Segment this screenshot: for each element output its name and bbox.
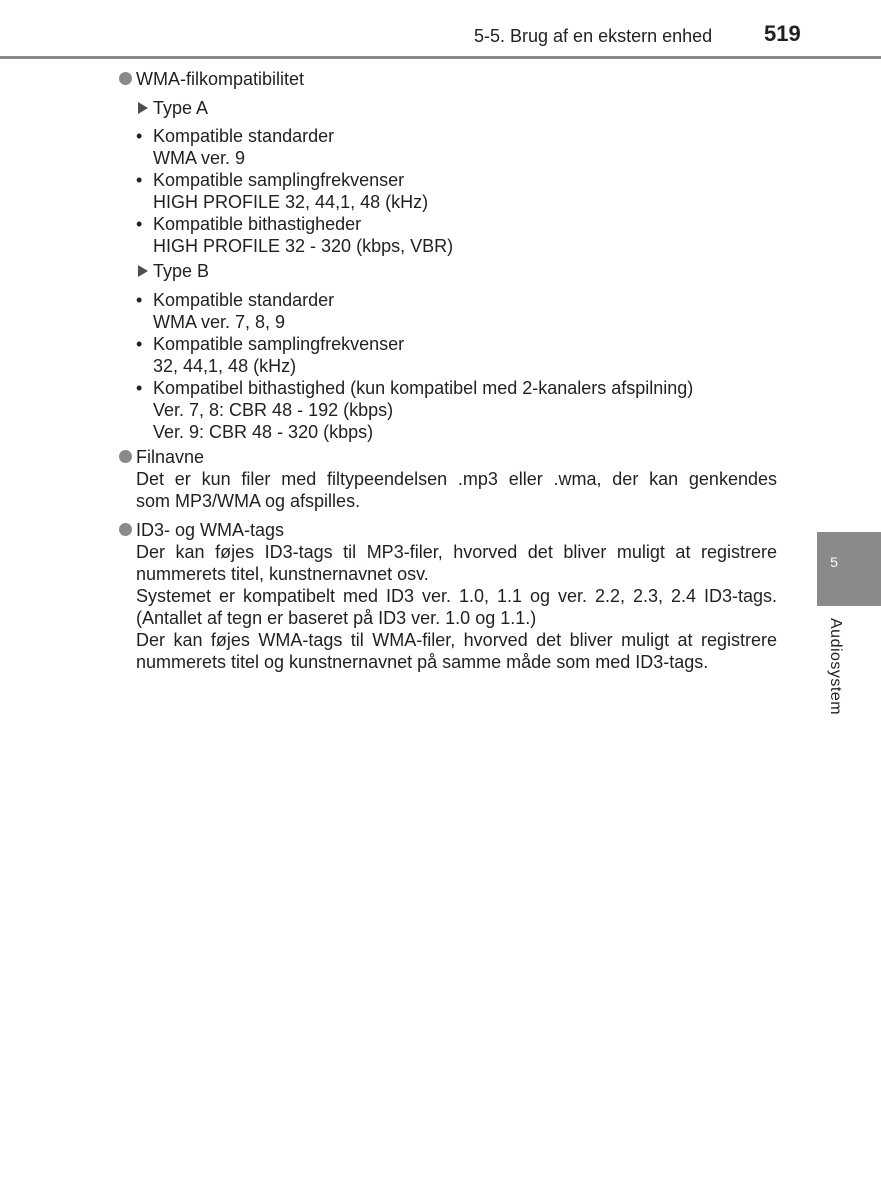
type-a-item-value: HIGH PROFILE 32, 44,1, 48 (kHz) <box>153 192 429 212</box>
chapter-number: 5 <box>830 554 838 570</box>
type-a-item-value: WMA ver. 9 <box>153 148 246 168</box>
type-a-item-title: Kompatible standarder <box>153 126 335 146</box>
list-bullet: • <box>136 378 143 398</box>
type-a-item-value: HIGH PROFILE 32 - 320 (kbps, VBR) <box>153 236 454 256</box>
type-a-label: Type A <box>153 98 209 118</box>
type-b-item-value: Ver. 9: CBR 48 - 320 (kbps) <box>153 422 374 442</box>
type-arrow-icon <box>138 265 148 277</box>
tags-text: Der kan føjes WMA-tags til WMA-filer, hvorved det bliver muligt at registrere <box>136 630 777 650</box>
tags-heading: ID3- og WMA-tags <box>136 520 285 540</box>
tags-text: Der kan føjes ID3-tags til MP3-filer, hvorved det bliver muligt at registrere <box>136 542 777 562</box>
list-bullet: • <box>136 214 143 234</box>
list-bullet: • <box>136 334 143 354</box>
list-bullet: • <box>136 290 143 310</box>
header-divider <box>0 56 881 59</box>
chapter-label: Audiosystem <box>827 618 844 716</box>
filnavne-text: Det er kun filer med filtypeendelsen .mp3 eller .wma, der kan genkendes <box>136 469 777 489</box>
type-b-item-value: Ver. 7, 8: CBR 48 - 192 (kbps) <box>153 400 394 420</box>
filnavne-heading: Filnavne <box>136 447 205 467</box>
section-title: 5-5. Brug af en ekstern enhed <box>474 26 713 46</box>
type-b-item-value: 32, 44,1, 48 (kHz) <box>153 356 297 376</box>
list-bullet: • <box>136 126 143 146</box>
section-bullet-icon <box>119 450 132 463</box>
wma-heading: WMA-filkompatibilitet <box>136 69 305 89</box>
type-a-item-title: Kompatible samplingfrekvenser <box>153 170 405 190</box>
tags-text: nummerets titel og kunstnernavnet på samme måde som med ID3-tags. <box>136 652 709 672</box>
type-b-item-title: Kompatible standarder <box>153 290 335 310</box>
type-arrow-icon <box>138 102 148 114</box>
section-bullet-icon <box>119 72 132 85</box>
type-b-item-value: WMA ver. 7, 8, 9 <box>153 312 286 332</box>
tags-text: nummerets titel, kunstnernavnet osv. <box>136 564 429 584</box>
type-b-label: Type B <box>153 261 210 281</box>
type-b-item-title: Kompatible samplingfrekvenser <box>153 334 405 354</box>
type-b-item-title: Kompatibel bithastighed (kun kompatibel med 2-kanalers afspilning) <box>153 378 694 398</box>
tags-text: Systemet er kompatibelt med ID3 ver. 1.0, 1.1 og ver. 2.2, 2.3, 2.4 ID3-tags. <box>136 586 777 606</box>
section-bullet-icon <box>119 523 132 536</box>
chapter-tab <box>817 532 881 606</box>
type-a-item-title: Kompatible bithastigheder <box>153 214 362 234</box>
page-number: 519 <box>764 21 801 46</box>
list-bullet: • <box>136 170 143 190</box>
filnavne-text: som MP3/WMA og afspilles. <box>136 491 361 511</box>
tags-text: (Antallet af tegn er baseret på ID3 ver. 1.0 og 1.1.) <box>136 608 537 628</box>
